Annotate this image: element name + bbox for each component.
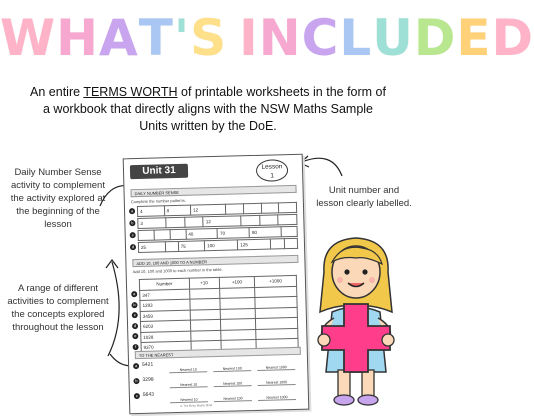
- row-marker: c: [132, 312, 138, 318]
- table-number-cell: 347: [140, 289, 190, 301]
- table-answer-cell: [190, 298, 220, 309]
- title-letter: [227, 6, 239, 70]
- rounding-label: Nearest 100: [214, 396, 252, 402]
- pattern-cell: [166, 217, 185, 227]
- title-letter: ': [173, 9, 191, 67]
- pattern-cell: [261, 203, 279, 213]
- title-letter: W: [0, 9, 57, 67]
- table-answer-cell: [190, 309, 220, 320]
- title-letter: A: [99, 9, 139, 67]
- title-letter: L: [339, 9, 373, 67]
- row-marker: f: [133, 344, 139, 350]
- rounding-label: Nearest 100: [213, 366, 251, 372]
- title-letter: T: [138, 9, 174, 67]
- intro-pre: An entire: [30, 85, 84, 99]
- pattern-cell: 100: [205, 240, 238, 251]
- worksheet-preview: [123, 154, 310, 415]
- table-header-cell: Number: [139, 278, 189, 290]
- pattern-cell: 80: [249, 227, 281, 238]
- title-letter: I: [239, 9, 259, 67]
- section-daily-instruction: Complete the number patterns.: [130, 197, 187, 205]
- pattern-cell: [243, 203, 261, 213]
- pattern-cell: 125: [238, 239, 271, 250]
- pattern-cell: [284, 238, 298, 248]
- row-marker: a: [130, 208, 134, 214]
- table-header-cell: +10: [189, 277, 219, 288]
- pattern-cell: [259, 215, 278, 225]
- pattern-cell: [165, 241, 178, 251]
- table-answer-cell: [190, 330, 220, 341]
- lesson-word: Lesson: [261, 163, 283, 171]
- rounding-number: 5421: [142, 361, 154, 368]
- page-title: [0, 6, 534, 70]
- pattern-cell: 70: [217, 228, 249, 239]
- sheet-footer: © The Brisy Maths Mind: [180, 403, 213, 408]
- pattern-cell: [226, 204, 244, 214]
- title-letter: E: [456, 9, 492, 67]
- pattern-cell: [271, 239, 284, 249]
- pattern-cell: 12: [190, 204, 226, 215]
- pattern-cell: 4: [137, 206, 164, 217]
- add-table: [139, 275, 299, 354]
- pattern-cell: [281, 226, 297, 236]
- note-daily-number-sense: Daily Number Sense activity to complement the activity explored at the beginning of the lesson: [10, 167, 106, 230]
- rounding-number: 5643: [142, 391, 155, 398]
- lesson-badge: [256, 159, 289, 182]
- pattern-cell: 3: [138, 218, 166, 229]
- rounding-label: Nearest 10: [170, 397, 208, 403]
- unit-label: Unit 31: [130, 164, 188, 180]
- title-letter: D: [413, 9, 457, 67]
- note-unit-lesson: Unit number and lesson clearly labelled.: [316, 185, 412, 209]
- section-add-10-100-1000: ADD 10, 100 AND 1000 TO A NUMBER: [132, 255, 298, 267]
- row-marker: e: [134, 333, 137, 339]
- pattern-cell: [154, 230, 170, 240]
- table-header-cell: +1000: [255, 275, 297, 287]
- table-number-cell: 9370: [141, 341, 191, 353]
- row-marker: b: [135, 378, 138, 384]
- pattern-cell: [138, 230, 154, 240]
- row-marker: a: [134, 363, 138, 369]
- pattern-cell: 8: [164, 205, 191, 216]
- pattern-cell: 40: [186, 228, 218, 239]
- rounding-label: Nearest 1000: [258, 380, 296, 386]
- table-number-cell: 1283: [140, 299, 190, 311]
- rounding-number: 3298: [142, 376, 154, 383]
- title-letter: N: [258, 9, 302, 67]
- pattern-cell: [279, 202, 297, 212]
- table-answer-cell: [189, 288, 219, 299]
- intro-underlined: TERMS WORTH: [83, 85, 178, 99]
- row-marker: c: [134, 393, 140, 399]
- title-letter: C: [301, 9, 340, 67]
- title-letter: D: [491, 9, 534, 67]
- pattern-cell: [185, 217, 204, 227]
- lesson-number: 1: [270, 172, 275, 180]
- row-marker: c: [130, 232, 136, 238]
- pattern-cell: 12: [203, 216, 241, 227]
- rounding-label: Nearest 10: [169, 367, 207, 373]
- section-nearest: TO THE NEAREST: [135, 347, 301, 359]
- pattern-cell: [278, 214, 297, 224]
- table-number-cell: 1028: [141, 331, 191, 343]
- pattern-cell: 75: [178, 241, 205, 252]
- girl-holding-plus-icon: [302, 232, 410, 412]
- row-marker: d: [131, 244, 135, 250]
- rounding-rows: [129, 357, 308, 406]
- table-header-cell: +100: [219, 276, 255, 287]
- rounding-label: Nearest 1000: [258, 395, 296, 401]
- rounding-label: Nearest 10: [170, 382, 208, 388]
- section-daily-number-sense: DAILY NUMBER SENSE: [130, 185, 296, 197]
- row-marker: b: [133, 301, 136, 307]
- table-number-cell: 3459: [140, 310, 190, 322]
- pattern-cell: 25: [138, 242, 165, 253]
- table-answer-cell: [190, 319, 220, 330]
- title-letter: U: [372, 9, 414, 67]
- row-marker: b: [131, 220, 134, 226]
- pattern-cell: [241, 215, 260, 225]
- table-number-cell: 6203: [140, 320, 190, 332]
- title-letter: H: [56, 9, 100, 67]
- intro-post: of printable worksheets in the form of a workbook that directly aligns with the NSW Maths Sample Units written by the DoE.: [43, 85, 386, 133]
- rounding-label: Nearest 1000: [257, 365, 295, 371]
- row-marker: a: [133, 291, 136, 297]
- title-letter: S: [190, 9, 228, 67]
- note-range-activities: A range of different activities to complement the concepts explored throughout the lesson: [7, 283, 109, 333]
- intro-text: [28, 84, 388, 135]
- pattern-cell: [170, 229, 186, 239]
- row-marker: d: [133, 322, 137, 328]
- rounding-label: Nearest 100: [214, 381, 252, 387]
- section-add-instruction: Add 10, 100 and 1000 to each number in the table.: [132, 266, 223, 275]
